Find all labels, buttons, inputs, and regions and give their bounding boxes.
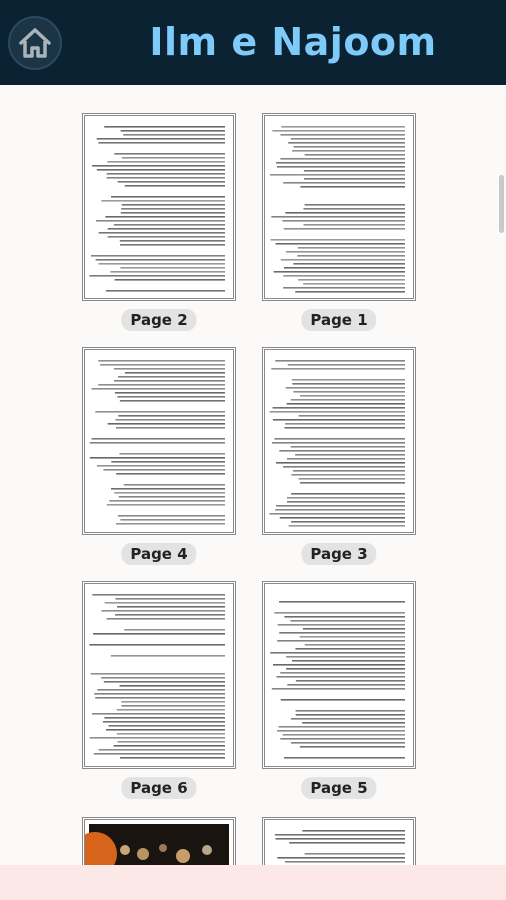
app-title: Ilm e Najoom xyxy=(149,20,437,64)
page-grid[interactable] xyxy=(0,85,506,865)
page-image xyxy=(262,347,416,535)
ad-banner-area xyxy=(0,865,506,900)
page-image xyxy=(82,581,236,769)
page-image xyxy=(82,817,236,865)
home-icon xyxy=(15,23,55,63)
page-image xyxy=(262,581,416,769)
page-label: Page 4 xyxy=(121,543,196,565)
page-label: Page 1 xyxy=(301,309,376,331)
scrollbar[interactable] xyxy=(499,175,504,233)
page-label: Page 5 xyxy=(301,777,376,799)
page-image xyxy=(262,817,416,865)
solar-system-image xyxy=(85,820,233,865)
page-label: Page 6 xyxy=(121,777,196,799)
page-label: Page 2 xyxy=(121,309,196,331)
page-label: Page 3 xyxy=(301,543,376,565)
home-button[interactable] xyxy=(8,16,62,70)
page-image xyxy=(82,347,236,535)
page-image xyxy=(82,113,236,301)
app-header xyxy=(0,0,506,85)
page-image xyxy=(262,113,416,301)
